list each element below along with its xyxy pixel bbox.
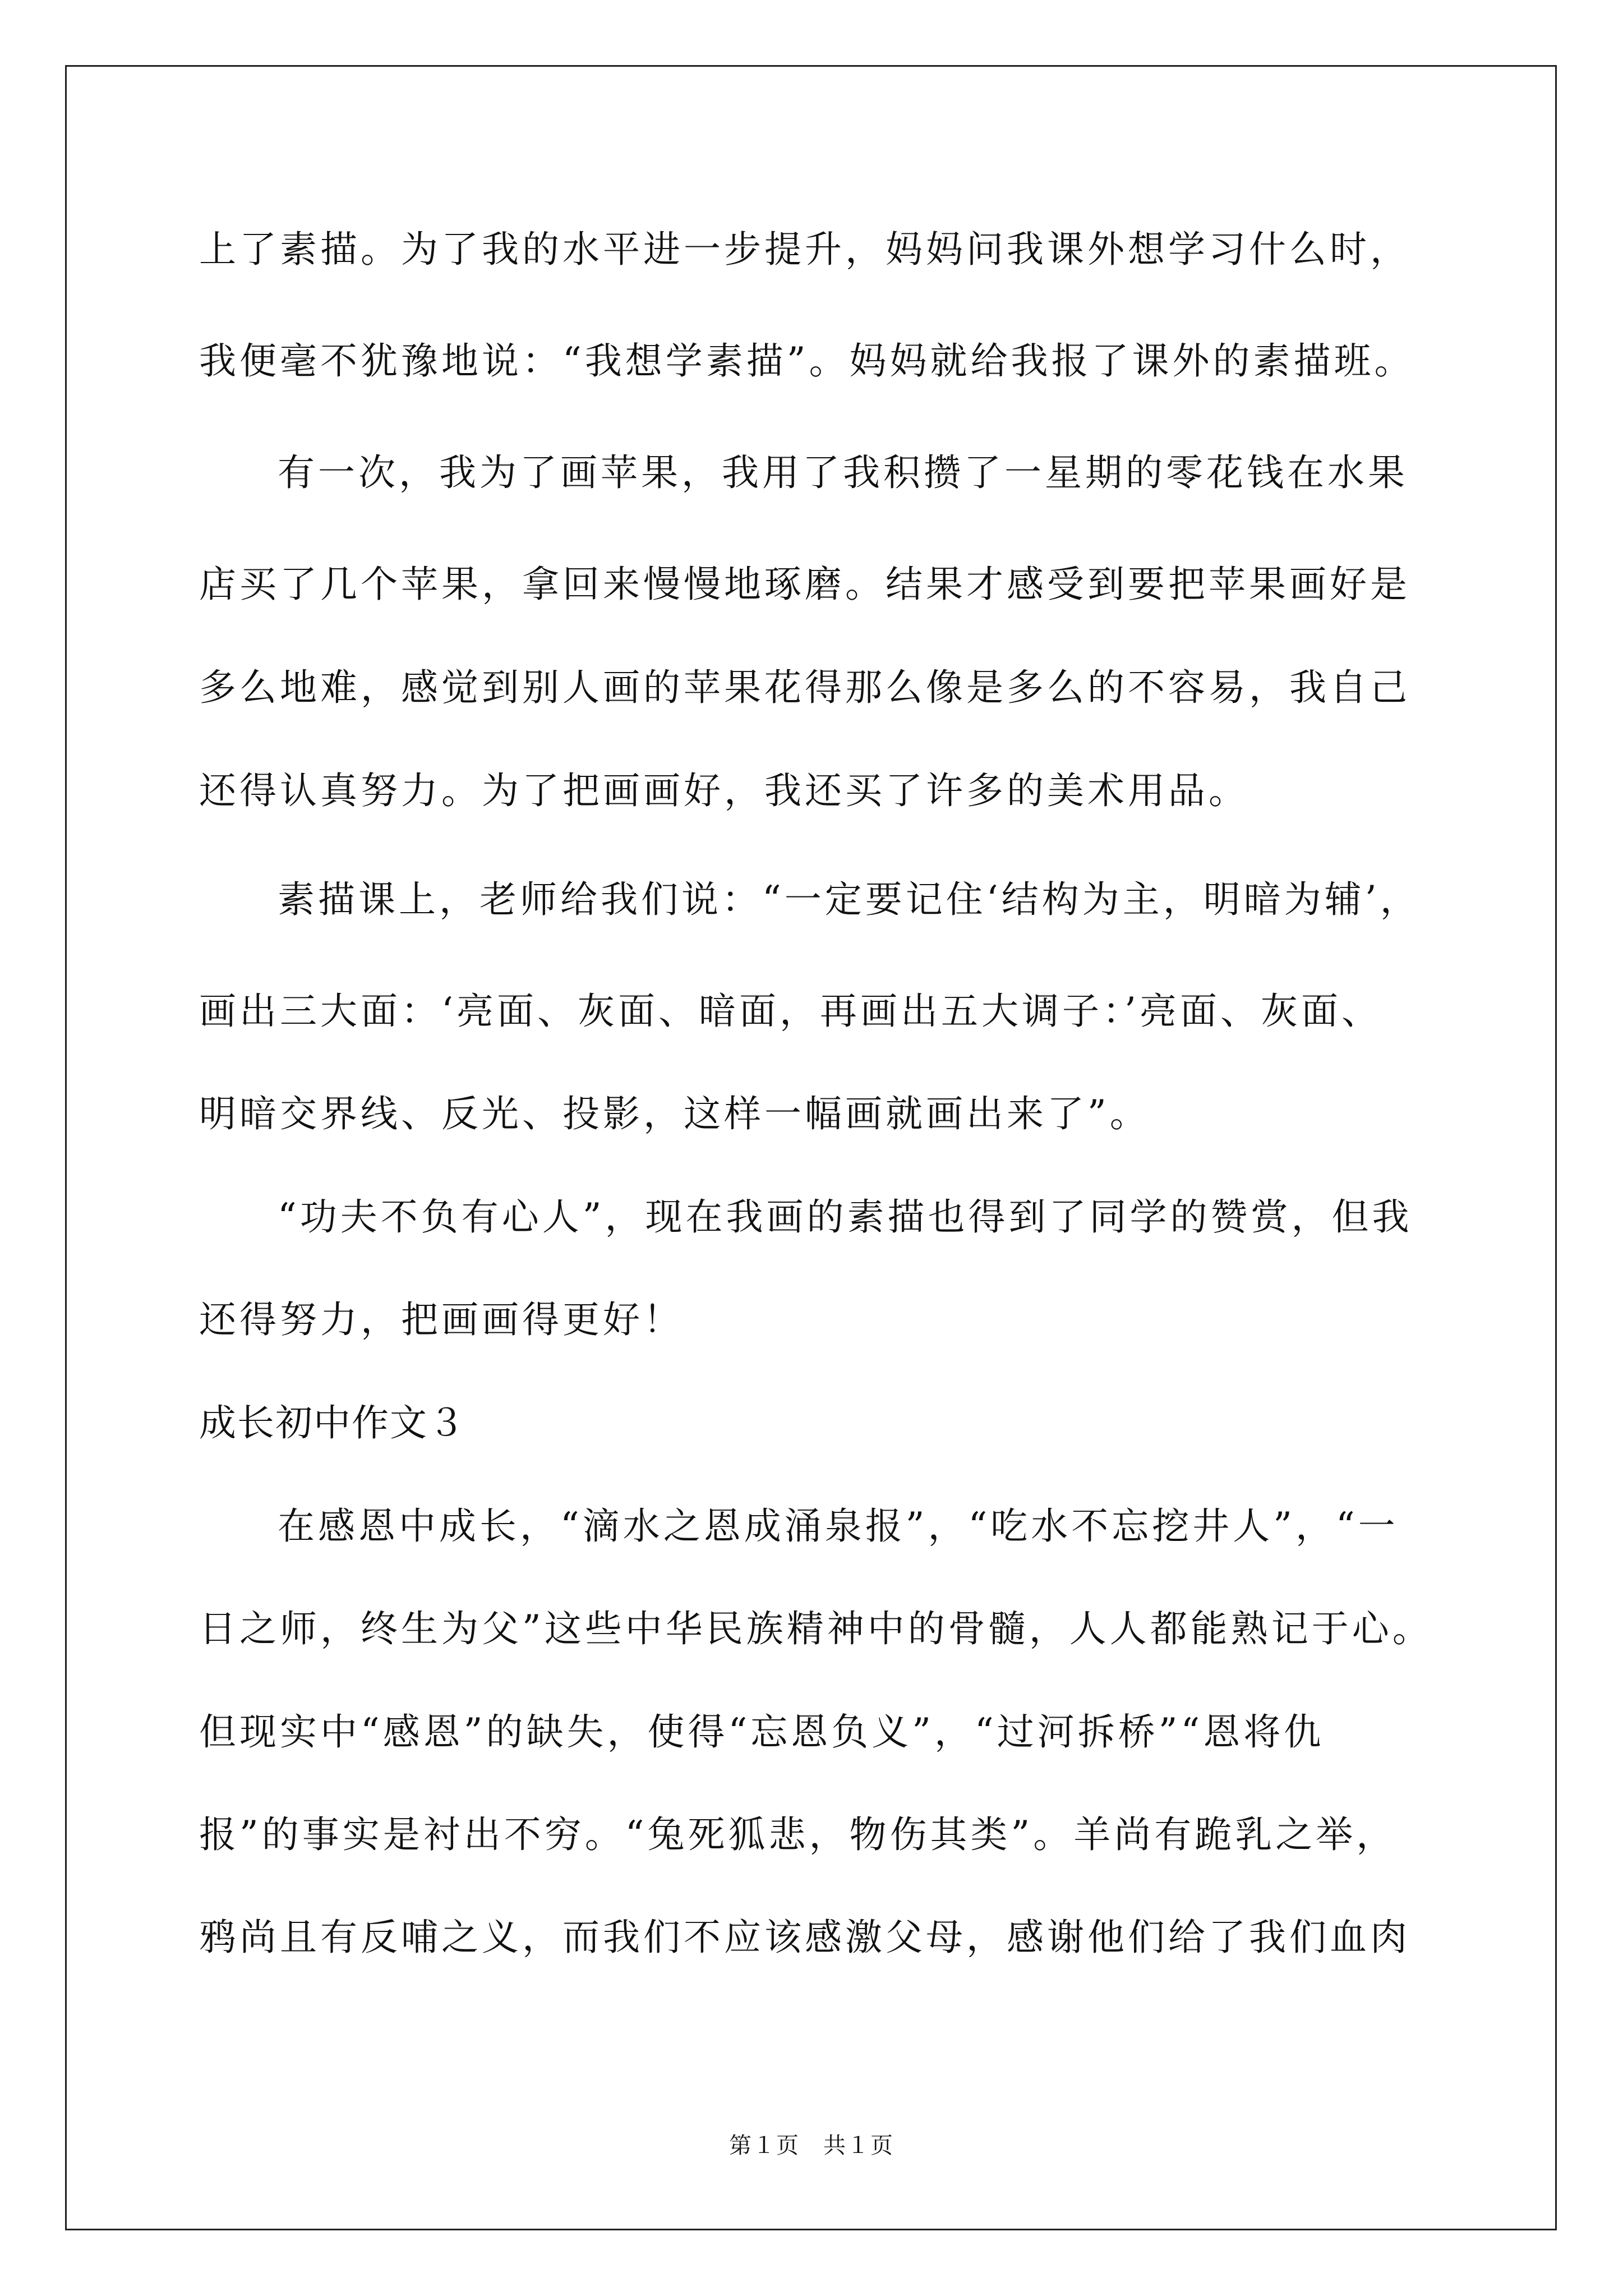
paragraph-line: 明暗交界线、反光、投影，这样一幅画就画出来了”。 <box>199 1092 1150 1135</box>
paragraph-line: 但现实中“感恩”的缺失，使得“忘恩负义”，“过河拆桥”“恩将仇 <box>199 1710 1325 1754</box>
paragraph-line: 还得认真努力。为了把画画好，我还买了许多的美术用品。 <box>199 769 1249 812</box>
paragraph-line: 在感恩中成长，“滴水之恩成涌泉报”，“吃水不忘挖井人”，“一 <box>278 1504 1399 1548</box>
paragraph-line: 有一次，我为了画苹果，我用了我积攒了一星期的零花钱在水果 <box>278 451 1408 494</box>
page-number-footer: 第１页 共１页 <box>729 2133 894 2159</box>
paragraph-line: 多么地难，感觉到别人画的苹果花得那么像是多么的不容易，我自己 <box>199 666 1410 709</box>
paragraph-line: 素描课上，老师给我们说：“一定要记住‘结构为主，明暗为辅’， <box>278 878 1421 921</box>
paragraph-line: 日之师，终生为父”这些中华民族精神中的骨髓，人人都能熟记于心。 <box>199 1607 1433 1650</box>
paragraph-line: 还得努力，把画画得更好！ <box>199 1298 684 1341</box>
paragraph-line: 鸦尚且有反哺之义，而我们不应该感激父母，感谢他们给了我们血肉 <box>199 1916 1410 1959</box>
page-border <box>65 65 1557 2230</box>
paragraph-line: 上了素描。为了我的水平进一步提升，妈妈问我课外想学习什么时， <box>199 228 1410 271</box>
section-heading: 成长初中作文３ <box>199 1401 466 1444</box>
paragraph-line: 画出三大面：‘亮面、灰面、暗面，再画出五大调子：’亮面、灰面、 <box>199 990 1382 1033</box>
paragraph-line: 报”的事实是衬出不穷。“兔死狐悲，物伤其类”。羊尚有跪乳之举， <box>199 1813 1397 1856</box>
paragraph-line: “功夫不负有心人”，现在我画的素描也得到了同学的赞赏，但我 <box>278 1195 1413 1239</box>
paragraph-line: 我便毫不犹豫地说：“我想学素描”。妈妈就给我报了课外的素描班。 <box>199 339 1415 383</box>
paragraph-line: 店买了几个苹果，拿回来慢慢地琢磨。结果才感受到要把苹果画好是 <box>199 563 1410 606</box>
